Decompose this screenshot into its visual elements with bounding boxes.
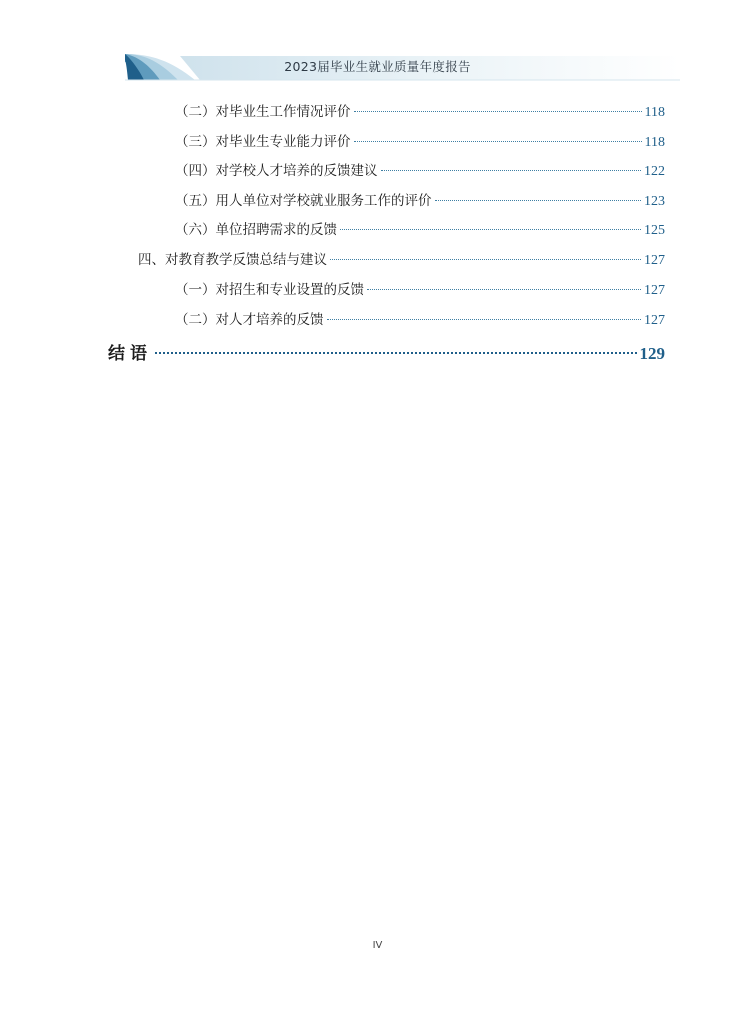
header-wave-decoration: [0, 0, 755, 92]
page-number: IV: [372, 940, 383, 951]
toc-entry-page: 129: [639, 344, 665, 363]
dot-leader: [354, 111, 642, 112]
dot-leader: [155, 352, 637, 354]
toc-entry-label: （六）单位招聘需求的反馈: [175, 222, 337, 238]
dot-leader: [435, 200, 642, 201]
toc-entry[interactable]: [175, 191, 665, 211]
toc-entry[interactable]: [175, 310, 665, 330]
toc-entry-label: （五）用人单位对学校就业服务工作的评价: [175, 193, 432, 209]
toc-entry[interactable]: [175, 102, 665, 122]
dot-leader: [327, 319, 642, 320]
toc-entry[interactable]: [175, 161, 665, 181]
report-title: 2023届毕业生就业质量年度报告: [284, 59, 471, 74]
toc-entry[interactable]: [175, 132, 665, 152]
toc-entry-label: （四）对学校人才培养的反馈建议: [175, 163, 378, 179]
toc-entry-label: 结语: [108, 344, 152, 364]
dot-leader: [367, 289, 641, 290]
dot-leader: [340, 229, 641, 230]
toc-entry-page: 127: [644, 283, 665, 298]
toc-entry-label: （二）对毕业生工作情况评价: [175, 104, 351, 120]
toc-entry-label: （二）对人才培养的反馈: [175, 312, 324, 328]
page-header: [0, 0, 755, 92]
toc-entry-page: 122: [644, 164, 665, 179]
dot-leader: [354, 141, 642, 142]
toc-entry-label: （一）对招生和专业设置的反馈: [175, 282, 364, 298]
toc-entry-page: 125: [644, 223, 665, 238]
toc-entry[interactable]: [175, 220, 665, 240]
toc-entry-page: 118: [644, 105, 665, 120]
toc-entry-label: 四、对教育教学反馈总结与建议: [138, 252, 327, 268]
toc-entry-page: 123: [644, 194, 665, 209]
toc-entry-page: 127: [644, 313, 665, 328]
dot-leader: [330, 259, 641, 260]
dot-leader: [381, 170, 642, 171]
toc-entry-label: （三）对毕业生专业能力评价: [175, 134, 351, 150]
toc-entry-page: 118: [644, 135, 665, 150]
toc-section-entry[interactable]: [138, 250, 665, 270]
toc-entry[interactable]: [175, 280, 665, 300]
toc-chapter-entry[interactable]: [108, 341, 665, 367]
toc-entry-page: 127: [644, 253, 665, 268]
